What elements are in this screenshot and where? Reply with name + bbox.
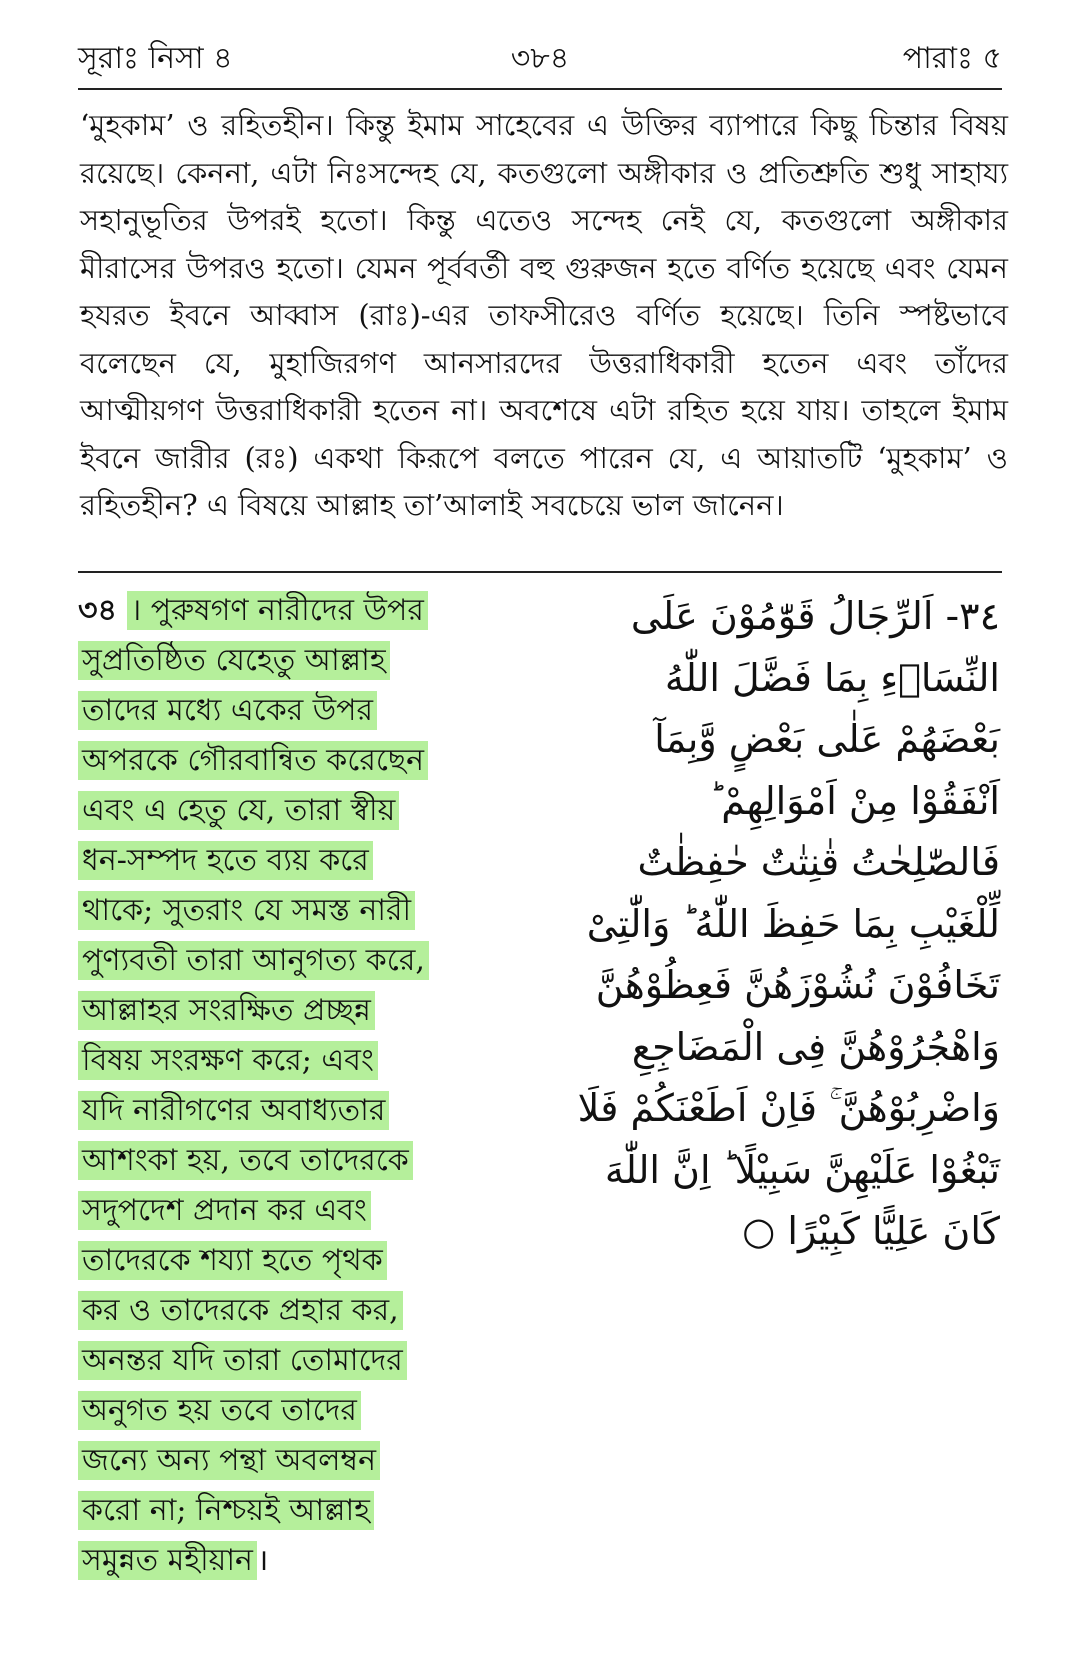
translation-line: [78, 1386, 526, 1436]
highlighted-text: সুপ্রতিষ্ঠিত যেহেতু আল্লাহ: [78, 641, 390, 680]
translation-line: [78, 1336, 526, 1386]
translation-line: [78, 1486, 526, 1536]
arabic-line: تَخَافُوْنَ نُشُوْزَهُنَّ فَعِظُوْهُنَّ: [595, 963, 1000, 1007]
translation-line: [78, 1236, 526, 1286]
arabic-line: اَنْفَقُوْا مِنْ اَمْوَالِهِمْ ؕ: [709, 778, 1000, 823]
highlighted-text: বিষয় সংরক্ষণ করে; এবং: [78, 1041, 378, 1080]
translation-line: [78, 586, 526, 636]
arabic-line: ٣٤- اَلرِّجَالُ قَوّٰمُوْنَ عَلَى: [630, 594, 1000, 638]
para-label: পারাঃ ৫: [902, 41, 1002, 76]
page-header: [78, 34, 1002, 84]
highlighted-text: অনুগত হয় তবে তাদের: [78, 1391, 361, 1430]
translation-line: [78, 1536, 526, 1586]
highlighted-text: অপরকে গৌরবান্বিত করেছেন: [78, 741, 428, 780]
verse-translation: [78, 586, 526, 1586]
highlighted-text: জন্যে অন্য পন্থা অবলম্বন: [78, 1441, 380, 1480]
page-number: ৩৮৪: [510, 41, 570, 76]
highlighted-text: পুণ্যবতী তারা আনুগত্য করে,: [78, 941, 429, 980]
highlighted-text: থাকে; সুতরাং যে সমস্ত নারী: [78, 891, 415, 930]
arabic-line: فَالصّٰلِحٰتُ قٰنِتٰتٌ حٰفِظٰتٌ: [637, 840, 1000, 884]
translation-line: [78, 936, 526, 986]
highlighted-text: এবং এ হেতু যে, তারা স্বীয়: [78, 791, 399, 830]
arabic-line: كَانَ عَلِيًّا كَبِيْرًا ○: [742, 1209, 1000, 1253]
verse-end-mark: ।: [256, 1543, 269, 1578]
highlighted-text: । পুরুষগণ নারীদের উপর: [127, 591, 428, 630]
translation-line: [78, 786, 526, 836]
highlighted-text: তাদের মধ্যে একের উপর: [78, 691, 377, 730]
highlighted-text: তাদেরকে শয্যা হতে পৃথক: [78, 1241, 387, 1280]
highlighted-text: ধন-সম্পদ হতে ব্যয় করে: [78, 841, 373, 880]
arabic-line: لِّلْغَيْبِ بِمَا حَفِظَ اللّٰهُ ؕ وَالّٰتِىْ: [586, 901, 1000, 946]
translation-line: [78, 1136, 526, 1186]
commentary-paragraph: ‘মুহকাম’ ও রহিতহীন। কিন্তু ইমাম সাহেবের এ উক্তির ব্যাপারে কিছু চিন্তার বিষয় রয়েছে। কেননা, এটা নিঃসন্দেহ যে, কতগুলো অঙ্গীকার ও প্রতিশ্রুতি শুধু সাহায্য সহানুভূতির উপরই হতো। কিন্তু এতেও সন্দেহ নেই যে, কতগুলো অঙ্গীকার মীরাসের উপরও হতো। যেমন পূর্ববর্তী বহু গুরুজন হতে বর্ণিত হয়েছে এবং যেমন হযরত ইবনে আব্বাস (রাঃ)-এর তাফসীরেও বর্ণিত হয়েছে। তিনি স্পষ্টভাবে বলেছেন যে, মুহাজিরগণ আনসারদের উত্তরাধিকারী হতেন এবং তাঁদের আত্মীয়গণ উত্তরাধিকারী হতেন না। অবশেষে এটা রহিত হয়ে যায়। তাহলে ইমাম ইবনে জারীর (রঃ) একথা কিরূপে বলতে পারেন যে, এ আয়াতটি ‘মুহকাম’ ও রহিতহীন? এ বিষয়ে আল্লাহ তা’আলাই সবচেয়ে ভাল জানেন।: [80, 108, 1008, 522]
highlighted-text: করো না; নিশ্চয়ই আল্লাহ: [78, 1491, 374, 1530]
translation-line: [78, 836, 526, 886]
translation-line: [78, 1086, 526, 1136]
translation-line: [78, 986, 526, 1036]
highlighted-text: সমুন্নত মহীয়ান: [78, 1541, 257, 1580]
translation-line: [78, 1436, 526, 1486]
arabic-line: وَاهْجُرُوْهُنَّ فِى الْمَضَاجِعِ: [631, 1024, 1000, 1069]
arabic-line: النِّسَاۤءِ بِمَا فَضَّلَ اللّٰهُ: [664, 655, 1000, 700]
highlighted-text: আল্লাহর সংরক্ষিত প্রচ্ছন্ন: [78, 991, 375, 1030]
surah-label: সূরাঃ নিসা ৪: [78, 41, 233, 76]
verse-number: ৩৪: [78, 593, 117, 628]
highlighted-text: আশংকা হয়, তবে তাদেরকে: [78, 1141, 413, 1180]
arabic-verse: [560, 586, 1000, 1263]
arabic-line: وَاضْرِبُوْهُنَّ ۚ فَاِنْ اَطَعْنَكُمْ فَلَا: [577, 1086, 1000, 1130]
translation-line: [78, 1036, 526, 1086]
header-divider: [78, 88, 1002, 90]
highlighted-text: অনন্তর যদি তারা তোমাদের: [78, 1341, 407, 1380]
highlighted-text: সদুপদেশ প্রদান কর এবং: [78, 1191, 371, 1230]
translation-line: [78, 1286, 526, 1336]
highlighted-text: যদি নারীগণের অবাধ্যতার: [78, 1091, 389, 1130]
highlighted-text: কর ও তাদেরকে প্রহার কর,: [78, 1291, 403, 1330]
translation-line: [78, 636, 526, 686]
section-divider: [78, 571, 1002, 573]
translation-line: [78, 686, 526, 736]
translation-line: [78, 1186, 526, 1236]
arabic-line: تَبْغُوْا عَلَيْهِنَّ سَبِيْلًا ؕ اِنَّ اللّٰهَ: [604, 1147, 1000, 1192]
arabic-line: بَعْضَهُمْ عَلٰى بَعْضٍ وَّبِمَآ: [654, 717, 1000, 761]
translation-line: [78, 736, 526, 786]
translation-line: [78, 886, 526, 936]
